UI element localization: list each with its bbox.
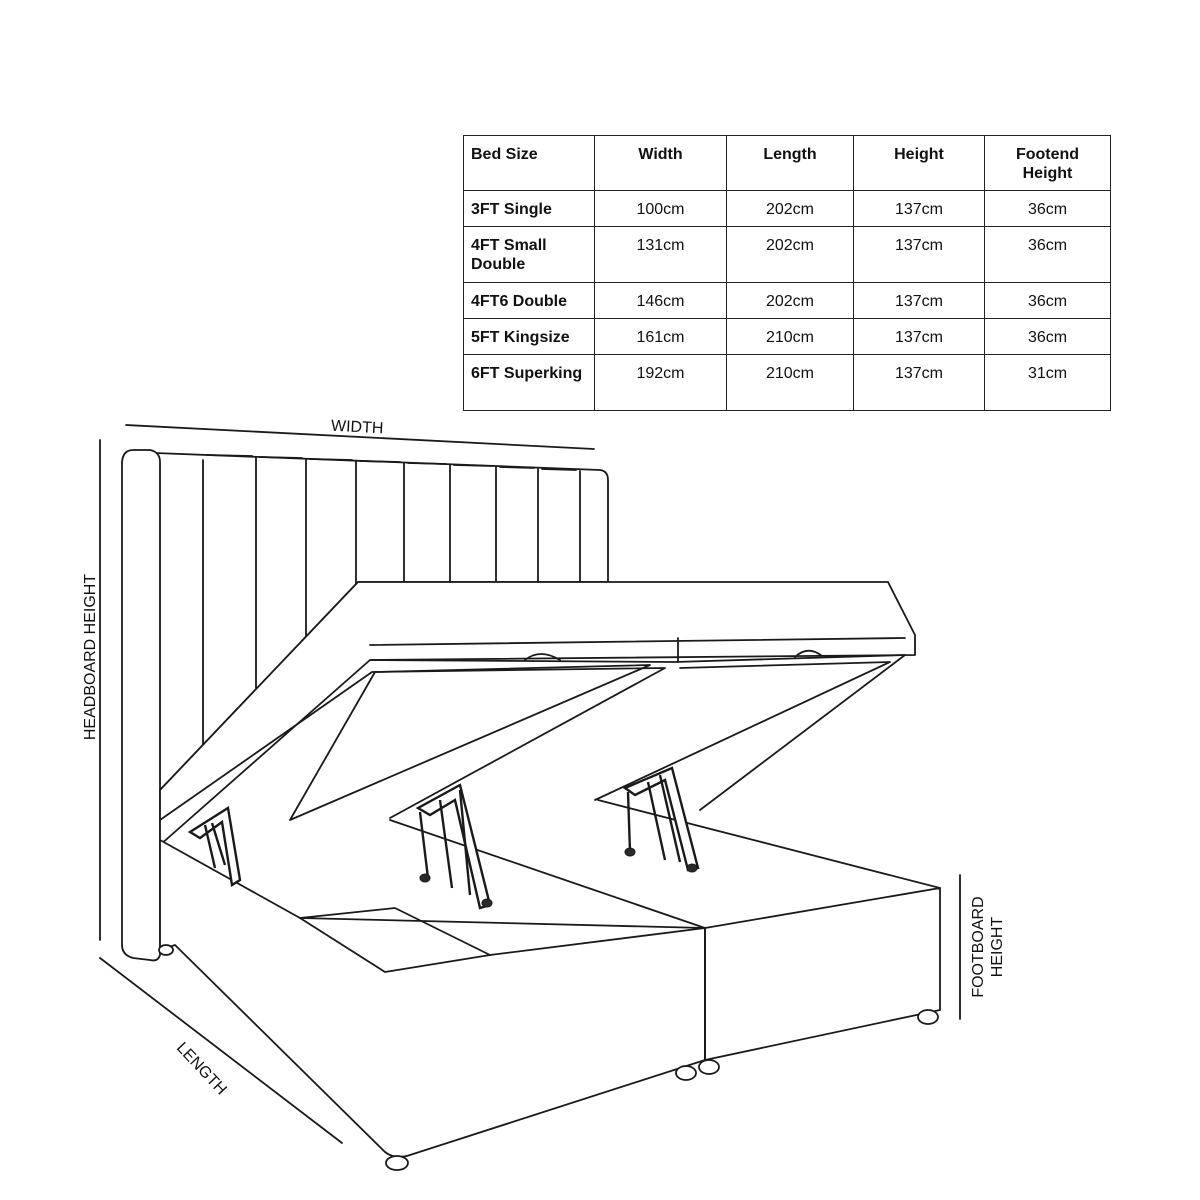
cell-size: 4FT6 Double: [464, 283, 595, 319]
length-label: LENGTH: [172, 1039, 230, 1099]
cell-width: 146cm: [595, 283, 727, 319]
table-row: [464, 355, 1111, 411]
header-bed-size: Bed Size: [464, 136, 595, 191]
cell-length: 202cm: [727, 283, 854, 319]
table-header-row: [464, 136, 1111, 191]
headboard-height-label: HEADBOARD HEIGHT: [82, 573, 99, 741]
cell-length: 210cm: [727, 355, 854, 411]
header-length: Length: [727, 136, 854, 191]
header-footend-height: Footend Height: [985, 136, 1111, 191]
cell-size: 5FT Kingsize: [464, 319, 595, 355]
table-row: [464, 283, 1111, 319]
cell-footend: 36cm: [985, 283, 1111, 319]
table-row: [464, 319, 1111, 355]
cell-width: 100cm: [595, 191, 727, 227]
cell-height: 137cm: [854, 191, 985, 227]
header-width: Width: [595, 136, 727, 191]
cell-height: 137cm: [854, 355, 985, 411]
cell-height: 137cm: [854, 227, 985, 283]
cell-footend: 36cm: [985, 191, 1111, 227]
footboard-height-label-line2: HEIGHT: [989, 916, 1006, 978]
bed-size-table: [463, 135, 1111, 411]
cell-width: 161cm: [595, 319, 727, 355]
cell-length: 210cm: [727, 319, 854, 355]
cell-width: 131cm: [595, 227, 727, 283]
cell-length: 202cm: [727, 191, 854, 227]
ottoman-base: [159, 800, 940, 1170]
cell-length: 202cm: [727, 227, 854, 283]
cell-size: 4FT Small Double: [464, 227, 595, 283]
cell-width: 192cm: [595, 355, 727, 411]
cell-footend: 31cm: [985, 355, 1111, 411]
cell-footend: 36cm: [985, 319, 1111, 355]
cell-size: 6FT Superking: [464, 355, 595, 411]
cell-height: 137cm: [854, 319, 985, 355]
cell-height: 137cm: [854, 283, 985, 319]
cell-footend: 36cm: [985, 227, 1111, 283]
footboard-height-label: FOOTBOARD: [970, 896, 987, 998]
cell-size: 3FT Single: [464, 191, 595, 227]
width-label: WIDTH: [330, 417, 384, 438]
header-height: Height: [854, 136, 985, 191]
table-row: [464, 227, 1111, 283]
table-row: [464, 191, 1111, 227]
